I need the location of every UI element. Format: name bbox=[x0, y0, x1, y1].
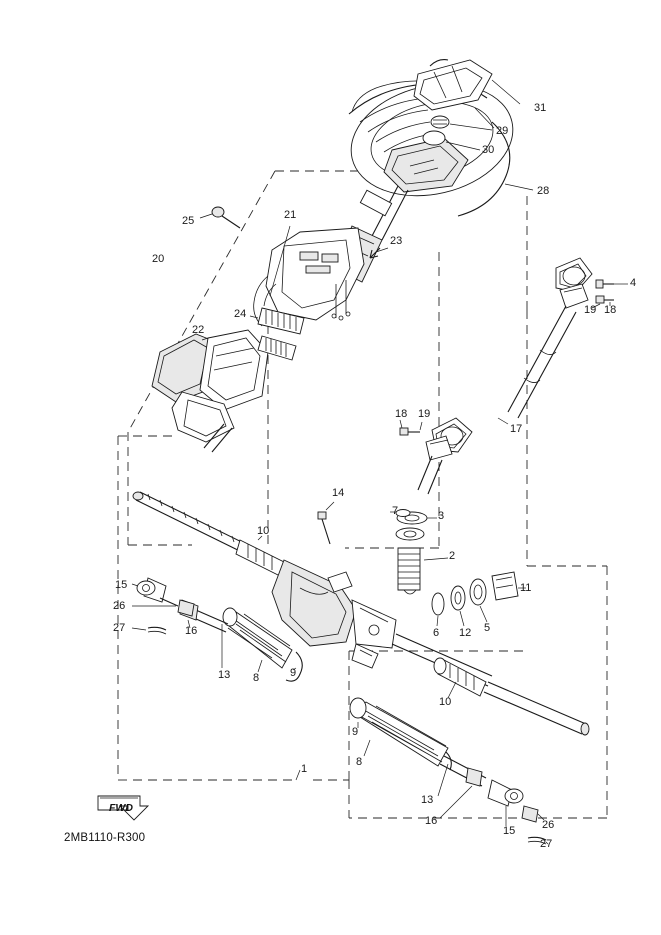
callout-19-upper: 19 bbox=[584, 304, 597, 316]
callout-30: 30 bbox=[482, 144, 495, 156]
fwd-direction-badge bbox=[92, 793, 146, 823]
callout-29: 29 bbox=[496, 125, 509, 137]
callout-20: 20 bbox=[152, 253, 165, 265]
callout-2: 2 bbox=[449, 550, 456, 562]
callout-21: 21 bbox=[284, 209, 297, 221]
callout-11: 11 bbox=[520, 582, 532, 594]
electric-power-steering-unit bbox=[152, 330, 296, 452]
callout-7: 7 bbox=[392, 505, 399, 517]
callout-18-lower: 18 bbox=[395, 408, 408, 420]
callout-17: 17 bbox=[510, 423, 523, 435]
callout-3: 3 bbox=[438, 510, 445, 522]
callout-19-lower: 19 bbox=[418, 408, 431, 420]
right-tie-rod-assembly bbox=[296, 658, 589, 844]
callout-8-right: 8 bbox=[356, 756, 363, 768]
callout-13-right: 13 bbox=[421, 794, 434, 806]
callout-13-left: 13 bbox=[218, 669, 231, 681]
callout-9-left: 9 bbox=[290, 667, 297, 679]
callout-4: 4 bbox=[630, 277, 637, 289]
callout-25: 25 bbox=[182, 215, 195, 227]
callout-24: 24 bbox=[234, 308, 247, 320]
callout-23: 23 bbox=[390, 235, 403, 247]
callout-9-right: 9 bbox=[352, 726, 359, 738]
callout-1: 1 bbox=[301, 763, 308, 775]
callout-15-left: 15 bbox=[115, 579, 128, 591]
callout-18-upper: 18 bbox=[604, 304, 617, 316]
callout-14: 14 bbox=[332, 487, 345, 499]
callout-8-left: 8 bbox=[253, 672, 260, 684]
callout-10-left: 10 bbox=[257, 525, 270, 537]
fwd-label: FWD bbox=[109, 802, 133, 814]
callout-5: 5 bbox=[484, 622, 491, 634]
callout-26-left: 26 bbox=[113, 600, 126, 612]
callout-16-left: 16 bbox=[185, 625, 198, 637]
callout-15-right: 15 bbox=[503, 825, 516, 837]
callout-31: 31 bbox=[534, 102, 547, 114]
column-bracket-assembly bbox=[200, 207, 388, 334]
callout-10-right: 10 bbox=[439, 696, 452, 708]
callout-22: 22 bbox=[192, 324, 205, 336]
part-number-code: 2MB1110-R300 bbox=[64, 832, 146, 844]
callout-6: 6 bbox=[433, 627, 440, 639]
callout-27-left: 27 bbox=[113, 622, 126, 634]
callout-16-right: 16 bbox=[425, 815, 438, 827]
callout-27-right: 27 bbox=[540, 838, 553, 850]
rack-adjuster-stack bbox=[432, 572, 526, 626]
callout-12: 12 bbox=[459, 627, 472, 639]
intermediate-shaft-assembly bbox=[400, 258, 628, 494]
callout-26-right: 26 bbox=[542, 819, 555, 831]
callout-28: 28 bbox=[537, 185, 550, 197]
